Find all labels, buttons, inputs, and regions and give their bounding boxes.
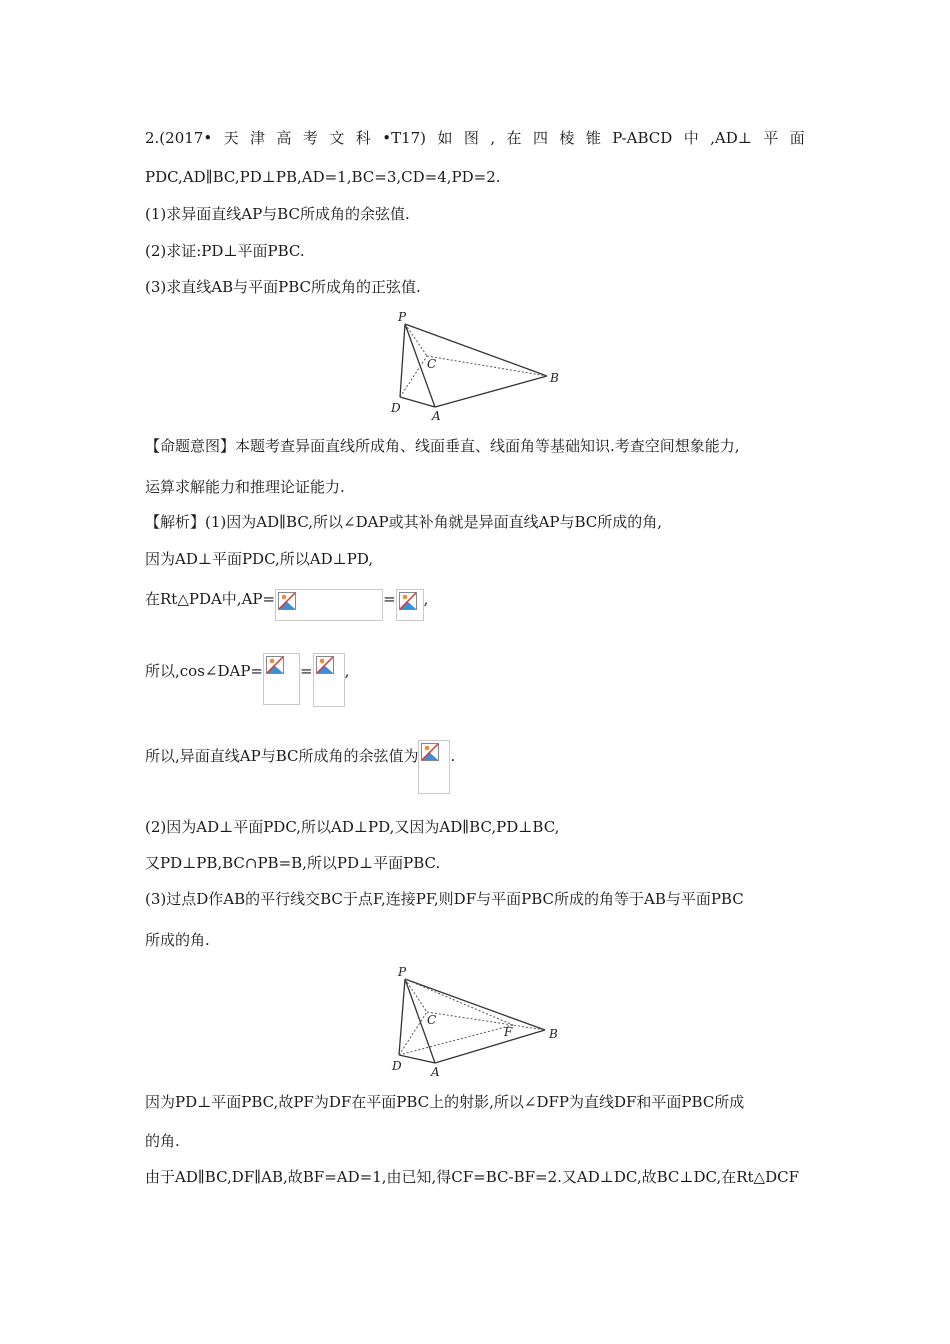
step3-prefix: 在Rt△PDA中,AP= xyxy=(145,590,276,608)
header-token: 文 xyxy=(329,129,345,147)
step4-suffix: , xyxy=(344,662,350,680)
header-token: 科 xyxy=(355,129,371,147)
header-token: 面 xyxy=(789,129,805,147)
intent-line-1: 【命题意图】本题考查异面直线所成角、线面垂直、线面角等基础知识.考查空间想象能力, xyxy=(145,437,740,455)
pyramid-figure-1 xyxy=(385,308,575,430)
header-token: , xyxy=(490,129,496,147)
formula-image-placeholder xyxy=(275,589,383,621)
solution-step-2: 因为AD⊥平面PDC,所以AD⊥PD, xyxy=(145,550,374,568)
step4-equals: = xyxy=(300,662,313,680)
label-a: A xyxy=(431,1065,440,1078)
header-token: 考 xyxy=(302,129,318,147)
header-token: 平 xyxy=(763,129,779,147)
pyramid-figure-2 xyxy=(385,960,575,1082)
formula-image-placeholder xyxy=(418,740,450,794)
header-token: 津 xyxy=(250,129,266,147)
header-token: 高 xyxy=(276,129,292,147)
header-token: 天 xyxy=(223,129,239,147)
solution-step-8: (3)过点D作AB的平行线交BC于点F,连接PF,则DF与平面PBC所成的角等于AB与平面PBC xyxy=(145,890,744,908)
question-2: (2)求证:PD⊥平面PBC. xyxy=(145,242,305,260)
header-token: P-ABCD xyxy=(612,129,673,147)
formula-image-placeholder xyxy=(313,653,345,707)
header-token: 中 xyxy=(683,129,699,147)
problem-header xyxy=(145,128,805,148)
broken-image-icon xyxy=(316,656,334,674)
intent-line-2: 运算求解能力和推理论证能力. xyxy=(145,478,345,496)
label-d: D xyxy=(392,1059,402,1073)
step5-suffix: . xyxy=(450,747,456,765)
problem-given: PDC,AD∥BC,PD⊥PB,AD=1,BC=3,CD=4,PD=2. xyxy=(145,168,501,186)
solution-step-12: 由于AD∥BC,DF∥AB,故BF=AD=1,由已知,得CF=BC-BF=2.又AD⊥DC,故BC⊥DC,在Rt△DCF xyxy=(145,1168,799,1186)
step5-prefix: 所以,异面直线AP与BC所成角的余弦值为 xyxy=(145,747,419,765)
solution-step-10: 因为PD⊥平面PBC,故PF为DF在平面PBC上的射影,所以∠DFP为直线DF和平面PBC所成 xyxy=(145,1093,745,1111)
header-token: ,AD⊥ xyxy=(710,129,752,147)
label-d: D xyxy=(391,401,401,415)
label-c: C xyxy=(427,357,437,371)
broken-image-icon xyxy=(266,656,284,674)
solution-step-5 xyxy=(145,740,455,794)
header-token: 棱 xyxy=(559,129,575,147)
label-a: A xyxy=(432,409,441,423)
label-c: C xyxy=(427,1013,437,1027)
label-p: P xyxy=(398,965,407,979)
solution-step-4 xyxy=(145,653,349,707)
header-token: 锥 xyxy=(585,129,601,147)
solution-step-3 xyxy=(145,589,428,621)
solution-step-7: 又PD⊥PB,BC∩PB=B,所以PD⊥平面PBC. xyxy=(145,854,441,872)
step3-suffix: , xyxy=(423,590,429,608)
header-token: 如 xyxy=(437,129,453,147)
solution-step-9: 所成的角. xyxy=(145,931,210,949)
header-token: 2.(2017• xyxy=(145,129,213,147)
broken-image-icon xyxy=(278,592,296,610)
solution-step-11: 的角. xyxy=(145,1132,180,1150)
solution-step-1: 【解析】(1)因为AD∥BC,所以∠DAP或其补角就是异面直线AP与BC所成的角, xyxy=(145,513,663,531)
header-token: 四 xyxy=(532,129,548,147)
label-b: B xyxy=(549,1027,558,1041)
header-token: 图 xyxy=(463,129,479,147)
header-token: 在 xyxy=(506,129,522,147)
solution-step-6: (2)因为AD⊥平面PDC,所以AD⊥PD,又因为AD∥BC,PD⊥BC, xyxy=(145,818,560,836)
step3-equals: = xyxy=(383,590,396,608)
question-3: (3)求直线AB与平面PBC所成角的正弦值. xyxy=(145,278,421,296)
label-b: B xyxy=(550,371,559,385)
label-f: F xyxy=(504,1025,513,1039)
formula-image-placeholder xyxy=(396,589,424,621)
label-p: P xyxy=(398,310,407,324)
step4-prefix: 所以,cos∠DAP= xyxy=(145,662,263,680)
formula-image-placeholder xyxy=(263,653,300,705)
broken-image-icon xyxy=(421,743,439,761)
question-1: (1)求异面直线AP与BC所成角的余弦值. xyxy=(145,205,410,223)
header-token: •T17) xyxy=(382,129,427,147)
broken-image-icon xyxy=(399,592,417,610)
